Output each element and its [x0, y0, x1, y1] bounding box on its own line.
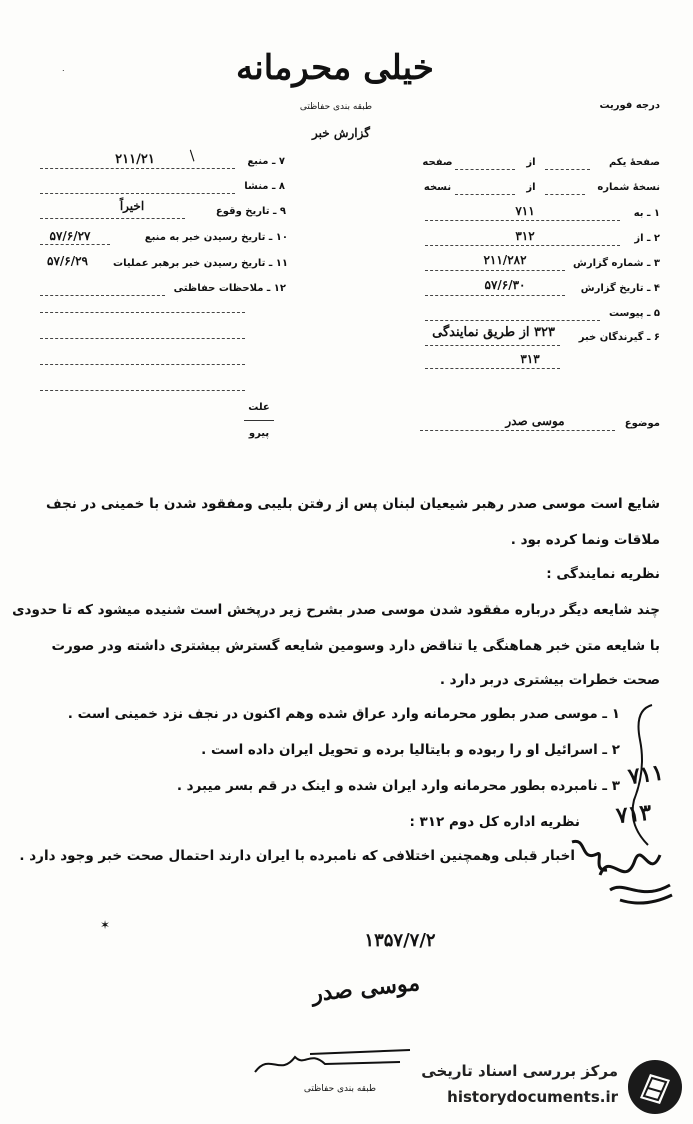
to-line — [425, 220, 620, 221]
footer-date-stamp: ۱۳۵۷/۷/۲ — [364, 930, 436, 951]
field-received-ops-value: ۵۷/۶/۲۹ — [47, 254, 88, 268]
watermark — [408, 1054, 690, 1120]
field-occurrence-value: اخیراً — [119, 199, 145, 213]
notes-line-5 — [40, 390, 245, 391]
watermark-title: مرکز بررسی اسناد تاریخی — [421, 1062, 618, 1080]
field-received-source-line — [40, 244, 110, 245]
speck: . — [62, 64, 65, 73]
field-received-source-label: ۱۰ ـ تاریخ رسیدن خبر به منبع — [144, 232, 288, 243]
field-source-value: ۲۱۱/۲۱ — [115, 152, 155, 167]
body-line: نظریه نمایندگی : — [546, 566, 660, 582]
field-attachment-label: ۵ ـ پیوست — [608, 308, 660, 319]
body-line: ۱ ـ موسی صدر بطور محرمانه وارد عراق شده وهم اکنون در نجف نزد خمینی است . — [67, 706, 620, 722]
attachment-line — [425, 320, 600, 321]
urgency-label: درجه فوریت — [599, 100, 660, 111]
body-line: ملاقات ونما کرده بود . — [510, 532, 660, 548]
field-occurrence-line — [40, 218, 185, 219]
field-from-value: ۳۱۲ — [515, 229, 535, 243]
field-report-date-label: ۴ ـ تاریخ گزارش — [580, 283, 660, 294]
field-recipients-label: ۶ ـ گیرندگان خبر — [578, 332, 660, 343]
body-line: اخبار قبلی وهمچنین اختلافی که نامبرده با ایران دارند احتمال صحت خبر وجود دارد . — [19, 848, 575, 864]
footer-scribble — [250, 1042, 420, 1082]
copy-line-2 — [455, 194, 515, 195]
margin-note: ۷۱۳ — [614, 799, 653, 830]
field-report-number-value: ۲۱۱/۲۸۲ — [483, 253, 527, 267]
field-origin-line — [40, 193, 235, 194]
subject-value: موسی صدر — [505, 414, 565, 428]
document-title: خیلی محرمانه — [236, 48, 434, 88]
body-line: شایع است موسی صدر رهبر شیعیان لبنان پس از رفتن بلیبی ومفقود شدن با خمینی در نجف — [45, 496, 660, 512]
notes-line-2 — [40, 312, 245, 313]
field-received-source-value: ۵۷/۶/۲۷ — [49, 229, 91, 243]
field-to-value: ۷۱۱ — [515, 204, 535, 218]
body-line: با شایعه متن خبر هماهنگی یا تناقض دارد وسومین شایعه گسترش بیشتری داشته ودر صورت — [51, 638, 660, 654]
recipients-line-2 — [425, 368, 560, 369]
field-copy-label: نسخهٔ شماره — [597, 182, 660, 193]
report-date-line — [425, 295, 565, 296]
page-line-1 — [545, 169, 590, 170]
logo-icon — [626, 1058, 684, 1116]
notes-line-3 — [40, 338, 245, 339]
field-page-end: صفحه — [422, 157, 453, 168]
field-security-notes-label: ۱۲ ـ ملاحظات حفاظتی — [173, 283, 286, 294]
field-source-label: ۷ ـ منبع — [247, 156, 285, 167]
field-page-of: از — [526, 157, 536, 168]
field-recipients-extra: ۳۱۳ — [520, 352, 540, 366]
notes-line-4 — [40, 364, 245, 365]
from-line — [425, 245, 620, 246]
field-copy-end: نسخه — [423, 182, 452, 193]
recipients-line — [425, 345, 560, 346]
field-report-date-value: ۵۷/۶/۳۰ — [484, 278, 526, 292]
followup-label: پیرو — [248, 428, 270, 439]
watermark-url: historydocuments.ir — [447, 1088, 618, 1106]
field-recipients-value: ۳۲۳ از طریق نمایندگی — [432, 325, 555, 340]
handwritten-name: موسی صدر — [310, 969, 422, 1008]
subject-line — [420, 430, 615, 431]
tick-mark: / — [185, 148, 199, 164]
copy-line-1 — [545, 194, 585, 195]
field-source-line — [40, 168, 235, 169]
body-line: صحت خطرات بیشتری دربر دارد . — [439, 672, 660, 688]
margin-note: ۷۱۱ — [626, 759, 666, 791]
body-line: نظریه اداره کل دوم ۳۱۲ : — [409, 814, 580, 830]
field-occurrence-label: ۹ ـ تاریخ وقوع — [215, 206, 286, 217]
page-line-2 — [455, 169, 515, 170]
field-security-notes-line — [40, 295, 165, 296]
star-mark: ✶ — [100, 918, 111, 932]
field-to-label: ۱ ـ به — [633, 208, 660, 219]
field-from-label: ۲ ـ از — [634, 233, 660, 244]
report-number-line — [425, 270, 565, 271]
cause-label: علت — [248, 402, 270, 413]
body-line: ۳ ـ نامبرده بطور محرمانه وارد ایران شده و اینک در قم بسر میبرد . — [176, 778, 620, 794]
body-line: چند شایعه دیگر درباره مفقود شدن موسی صدر بشرح زیر درپخش است شنیده میشود که تا حدودی — [12, 602, 660, 618]
footer-classification: طبقه بندی حفاظتی — [303, 1084, 377, 1094]
field-copy-of: از — [526, 182, 536, 193]
margin-squiggle — [562, 832, 612, 882]
subject-label: موضوع — [624, 418, 660, 429]
field-origin-label: ۸ ـ منشا — [244, 181, 285, 192]
field-report-number-label: ۳ ـ شماره گزارش — [573, 258, 660, 269]
body-line: ۲ ـ اسرائیل او را ربوده و بایتالیا برده و تحویل ایران داده است . — [201, 742, 620, 758]
cause-divider — [244, 420, 274, 421]
field-page-label: صفحهٔ یکم — [608, 157, 660, 168]
report-heading: گزارش خبر — [312, 126, 370, 140]
classification-label: طبقه بندی حفاظتی — [299, 102, 373, 112]
field-received-ops-label: ۱۱ ـ تاریخ رسیدن خبر برهبر عملیات — [113, 258, 288, 269]
